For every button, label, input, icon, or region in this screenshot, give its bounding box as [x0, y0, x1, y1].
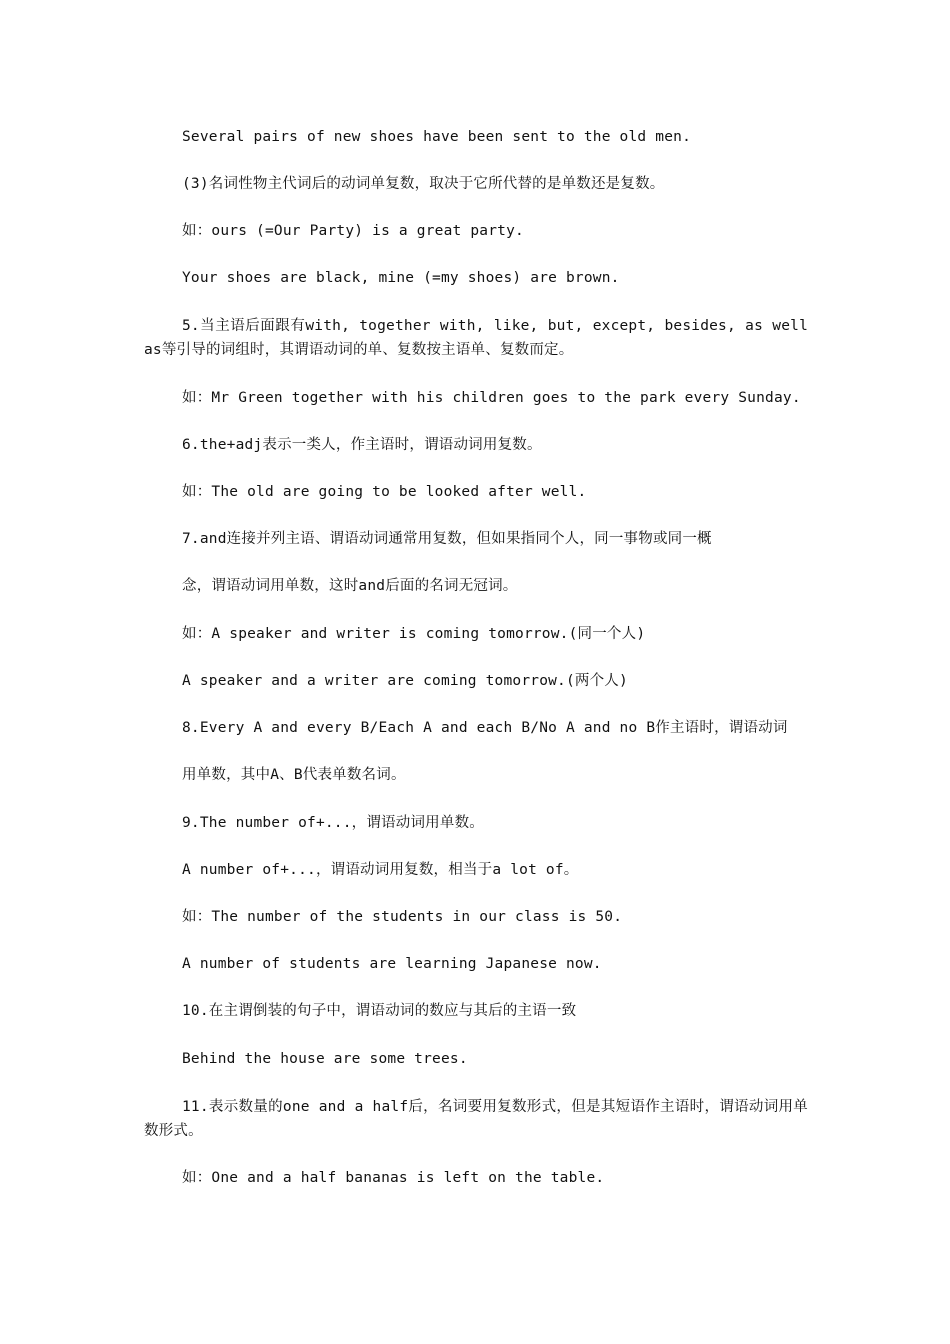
example-sentence: 如：One and a half bananas is left on the table.	[182, 1170, 605, 1186]
rule-text: 10.在主谓倒装的句子中，谓语动词的数应与其后的主语一致	[182, 1003, 577, 1019]
example-sentence: Several pairs of new shoes have been sent to the old men.	[182, 129, 691, 145]
rule-paragraph: 11.表示数量的one and a half后，名词要用复数形式，但是其短语作主语时，谓语动词用单数形式。	[144, 1099, 808, 1139]
example-sentence: A speaker and a writer are coming tomorrow.(两个人)	[182, 673, 628, 689]
rule-paragraph: 5.当主语后面跟有with, together with, like, but, except, besides, as well as等引导的词组时，其谓语动词的单、复数按主语单、复数而定。	[144, 318, 808, 358]
rule-text: 用单数，其中A、B代表单数名词。	[182, 767, 406, 783]
example-sentence: 如：A speaker and writer is coming tomorrow.(同一个人)	[182, 626, 646, 642]
rule-text: 6.the+adj表示一类人，作主语时，谓语动词用复数。	[182, 437, 542, 453]
example-sentence: Your shoes are black, mine (=my shoes) are brown.	[182, 270, 620, 286]
example-sentence: 如：ours (=Our Party) is a great party.	[182, 223, 524, 239]
rule-text: (3)名词性物主代词后的动词单复数，取决于它所代替的是单数还是复数。	[182, 176, 665, 192]
example-sentence: 如：The old are going to be looked after well.	[182, 484, 587, 500]
example-sentence: A number of students are learning Japanese now.	[182, 956, 602, 972]
rule-text: 8.Every A and every B/Each A and each B/No A and no B作主语时，谓语动词	[182, 720, 788, 736]
example-sentence: 如：The number of the students in our class is 50.	[182, 909, 623, 925]
rule-text: 念，谓语动词用单数，这时and后面的名词无冠词。	[182, 578, 518, 594]
example-sentence: Behind the house are some trees.	[182, 1051, 468, 1067]
example-sentence: 如：Mr Green together with his children goes to the park every Sunday.	[182, 390, 801, 406]
rule-text: 9.The number of+...，谓语动词用单数。	[182, 815, 484, 831]
rule-text: A number of+...，谓语动词用复数，相当于a lot of。	[182, 862, 579, 878]
rule-text: 7.and连接并列主语、谓语动词通常用复数，但如果指同个人，同一事物或同一概	[182, 531, 712, 547]
